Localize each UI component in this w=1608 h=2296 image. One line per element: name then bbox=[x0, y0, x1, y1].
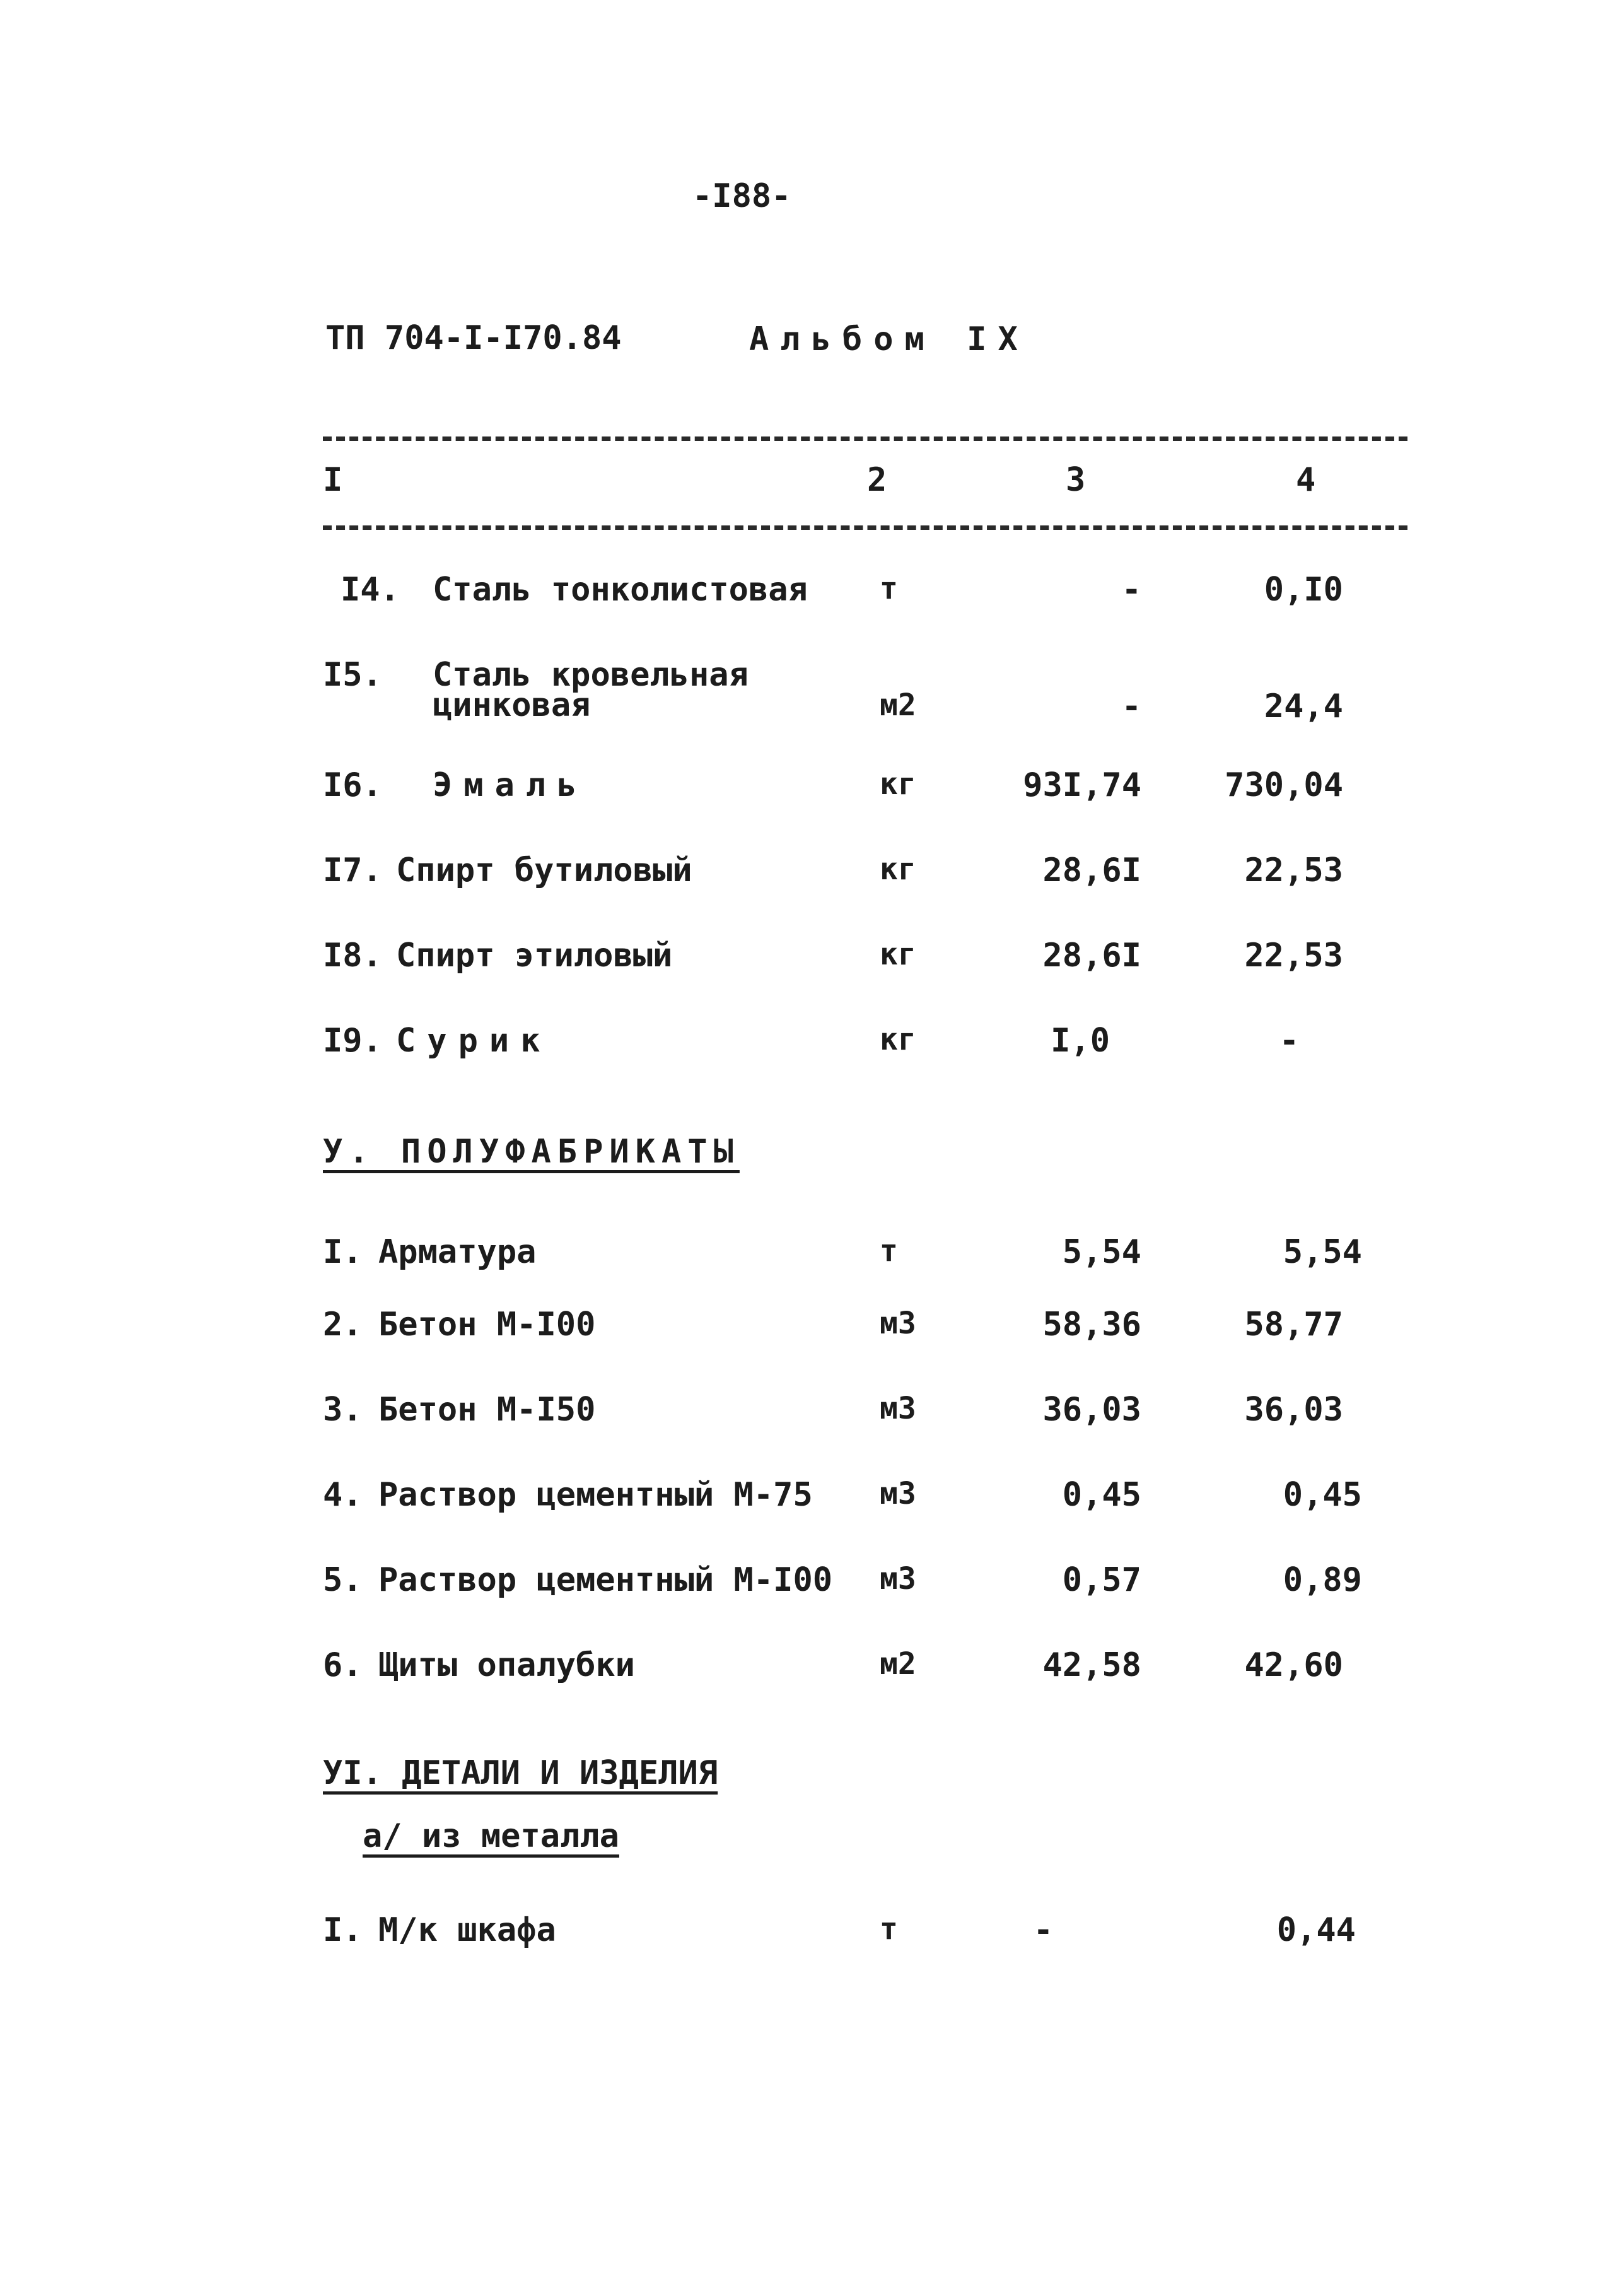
row-name: Спирт бутиловый bbox=[396, 852, 692, 889]
row-number: 2. bbox=[323, 1306, 363, 1344]
row-value-col4: 22,53 bbox=[1244, 852, 1343, 889]
row-value-col4: 36,03 bbox=[1244, 1391, 1343, 1429]
row-unit: кг bbox=[880, 937, 916, 972]
row-value-col3: 5,54 bbox=[1062, 1233, 1141, 1271]
table-row bbox=[0, 656, 1608, 732]
row-value-col3: 93I,74 bbox=[1023, 766, 1141, 804]
row-number: 4. bbox=[323, 1476, 363, 1514]
page-number: -I88- bbox=[692, 177, 791, 215]
row-number: I5. bbox=[323, 656, 382, 694]
row-value-col4: 0,I0 bbox=[1264, 571, 1343, 609]
row-unit: кг bbox=[880, 1022, 916, 1057]
row-number: I4. bbox=[341, 571, 400, 609]
row-unit: м2 bbox=[880, 1646, 916, 1682]
row-name: Сурик bbox=[396, 1022, 552, 1060]
table-row bbox=[0, 1476, 1608, 1520]
row-number: I. bbox=[323, 1911, 363, 1949]
row-value-col4: - bbox=[1279, 1022, 1299, 1060]
row-number: I. bbox=[323, 1233, 363, 1271]
section-heading-parts: УI. ДЕТАЛИ И ИЗДЕЛИЯ bbox=[323, 1754, 718, 1792]
row-unit: м3 bbox=[880, 1306, 916, 1341]
row-value-col4: 42,60 bbox=[1244, 1646, 1343, 1684]
row-number: 5. bbox=[323, 1561, 363, 1599]
row-value-col3: - bbox=[1121, 571, 1141, 609]
row-value-col3: 0,57 bbox=[1062, 1561, 1141, 1599]
row-value-col4: 0,45 bbox=[1283, 1476, 1362, 1514]
header-bottom-rule bbox=[323, 525, 1407, 530]
row-value-col3: 28,6I bbox=[1042, 852, 1141, 889]
row-number: I8. bbox=[323, 937, 382, 975]
row-value-col4: 730,04 bbox=[1225, 766, 1343, 804]
row-unit: т bbox=[880, 1233, 898, 1268]
row-value-col3: 42,58 bbox=[1042, 1646, 1141, 1684]
column-header-2: 2 bbox=[867, 461, 887, 499]
table-row bbox=[0, 1233, 1608, 1277]
row-name: Раствор цементный М-75 bbox=[378, 1476, 813, 1514]
table-row bbox=[0, 1561, 1608, 1605]
row-unit: м3 bbox=[880, 1391, 916, 1426]
row-unit: м3 bbox=[880, 1476, 916, 1511]
table-row bbox=[0, 1646, 1608, 1690]
table-row bbox=[0, 1911, 1608, 1955]
row-name: Сталь тонколистовая bbox=[433, 571, 808, 609]
row-name: Бетон М-I50 bbox=[378, 1391, 596, 1429]
subsection-heading-metal: а/ из металла bbox=[363, 1817, 619, 1855]
row-value-col3: I,0 bbox=[1051, 1022, 1110, 1060]
table-row bbox=[0, 1022, 1608, 1066]
row-value-col3: 28,6I bbox=[1042, 937, 1141, 975]
row-value-col4: 0,89 bbox=[1283, 1561, 1362, 1599]
row-value-col3: - bbox=[1121, 688, 1141, 725]
row-name-continuation: цинковая bbox=[433, 686, 591, 724]
row-number: I7. bbox=[323, 852, 382, 889]
document-code: ТП 704-I-I70.84 bbox=[325, 319, 622, 357]
row-unit: т bbox=[880, 1911, 898, 1947]
row-unit: кг bbox=[880, 766, 916, 802]
table-row bbox=[0, 852, 1608, 896]
row-name: Спирт этиловый bbox=[396, 937, 673, 975]
row-name: Эмаль bbox=[433, 766, 588, 804]
table-row bbox=[0, 937, 1608, 981]
row-value-col3: 36,03 bbox=[1042, 1391, 1141, 1429]
album-title: Альбом IX bbox=[749, 320, 1029, 358]
row-value-col4: 24,4 bbox=[1264, 688, 1343, 725]
row-name: М/к шкафа bbox=[378, 1911, 556, 1949]
row-name: Щиты опалубки bbox=[378, 1646, 635, 1684]
row-name: Арматура bbox=[378, 1233, 537, 1271]
row-name: Раствор цементный М-I00 bbox=[378, 1561, 833, 1599]
row-value-col3: 0,45 bbox=[1062, 1476, 1141, 1514]
row-unit: т bbox=[880, 571, 898, 606]
row-value-col4: 22,53 bbox=[1244, 937, 1343, 975]
column-header-3: 3 bbox=[1066, 461, 1086, 499]
row-number: 6. bbox=[323, 1646, 363, 1684]
column-header-4: 4 bbox=[1296, 461, 1316, 499]
row-number: I6. bbox=[323, 766, 382, 804]
table-row bbox=[0, 571, 1608, 615]
column-header-1: I bbox=[323, 461, 343, 499]
row-name: Сталь кровельная bbox=[433, 656, 749, 694]
row-number: I9. bbox=[323, 1022, 382, 1060]
row-unit: м3 bbox=[880, 1561, 916, 1596]
table-row bbox=[0, 766, 1608, 811]
row-unit: м2 bbox=[880, 688, 916, 723]
row-value-col4: 5,54 bbox=[1283, 1233, 1362, 1271]
header-top-rule bbox=[323, 436, 1407, 441]
row-unit: кг bbox=[880, 852, 916, 887]
table-row bbox=[0, 1306, 1608, 1350]
row-number: 3. bbox=[323, 1391, 363, 1429]
row-value-col4: 0,44 bbox=[1276, 1911, 1356, 1949]
table-row bbox=[0, 1391, 1608, 1435]
row-value-col3: 58,36 bbox=[1042, 1306, 1141, 1344]
row-value-col3: - bbox=[1033, 1911, 1053, 1949]
row-name: Бетон М-I00 bbox=[378, 1306, 596, 1344]
section-heading-semifinished: У. ПОЛУФАБРИКАТЫ bbox=[323, 1133, 740, 1171]
row-value-col4: 58,77 bbox=[1244, 1306, 1343, 1344]
